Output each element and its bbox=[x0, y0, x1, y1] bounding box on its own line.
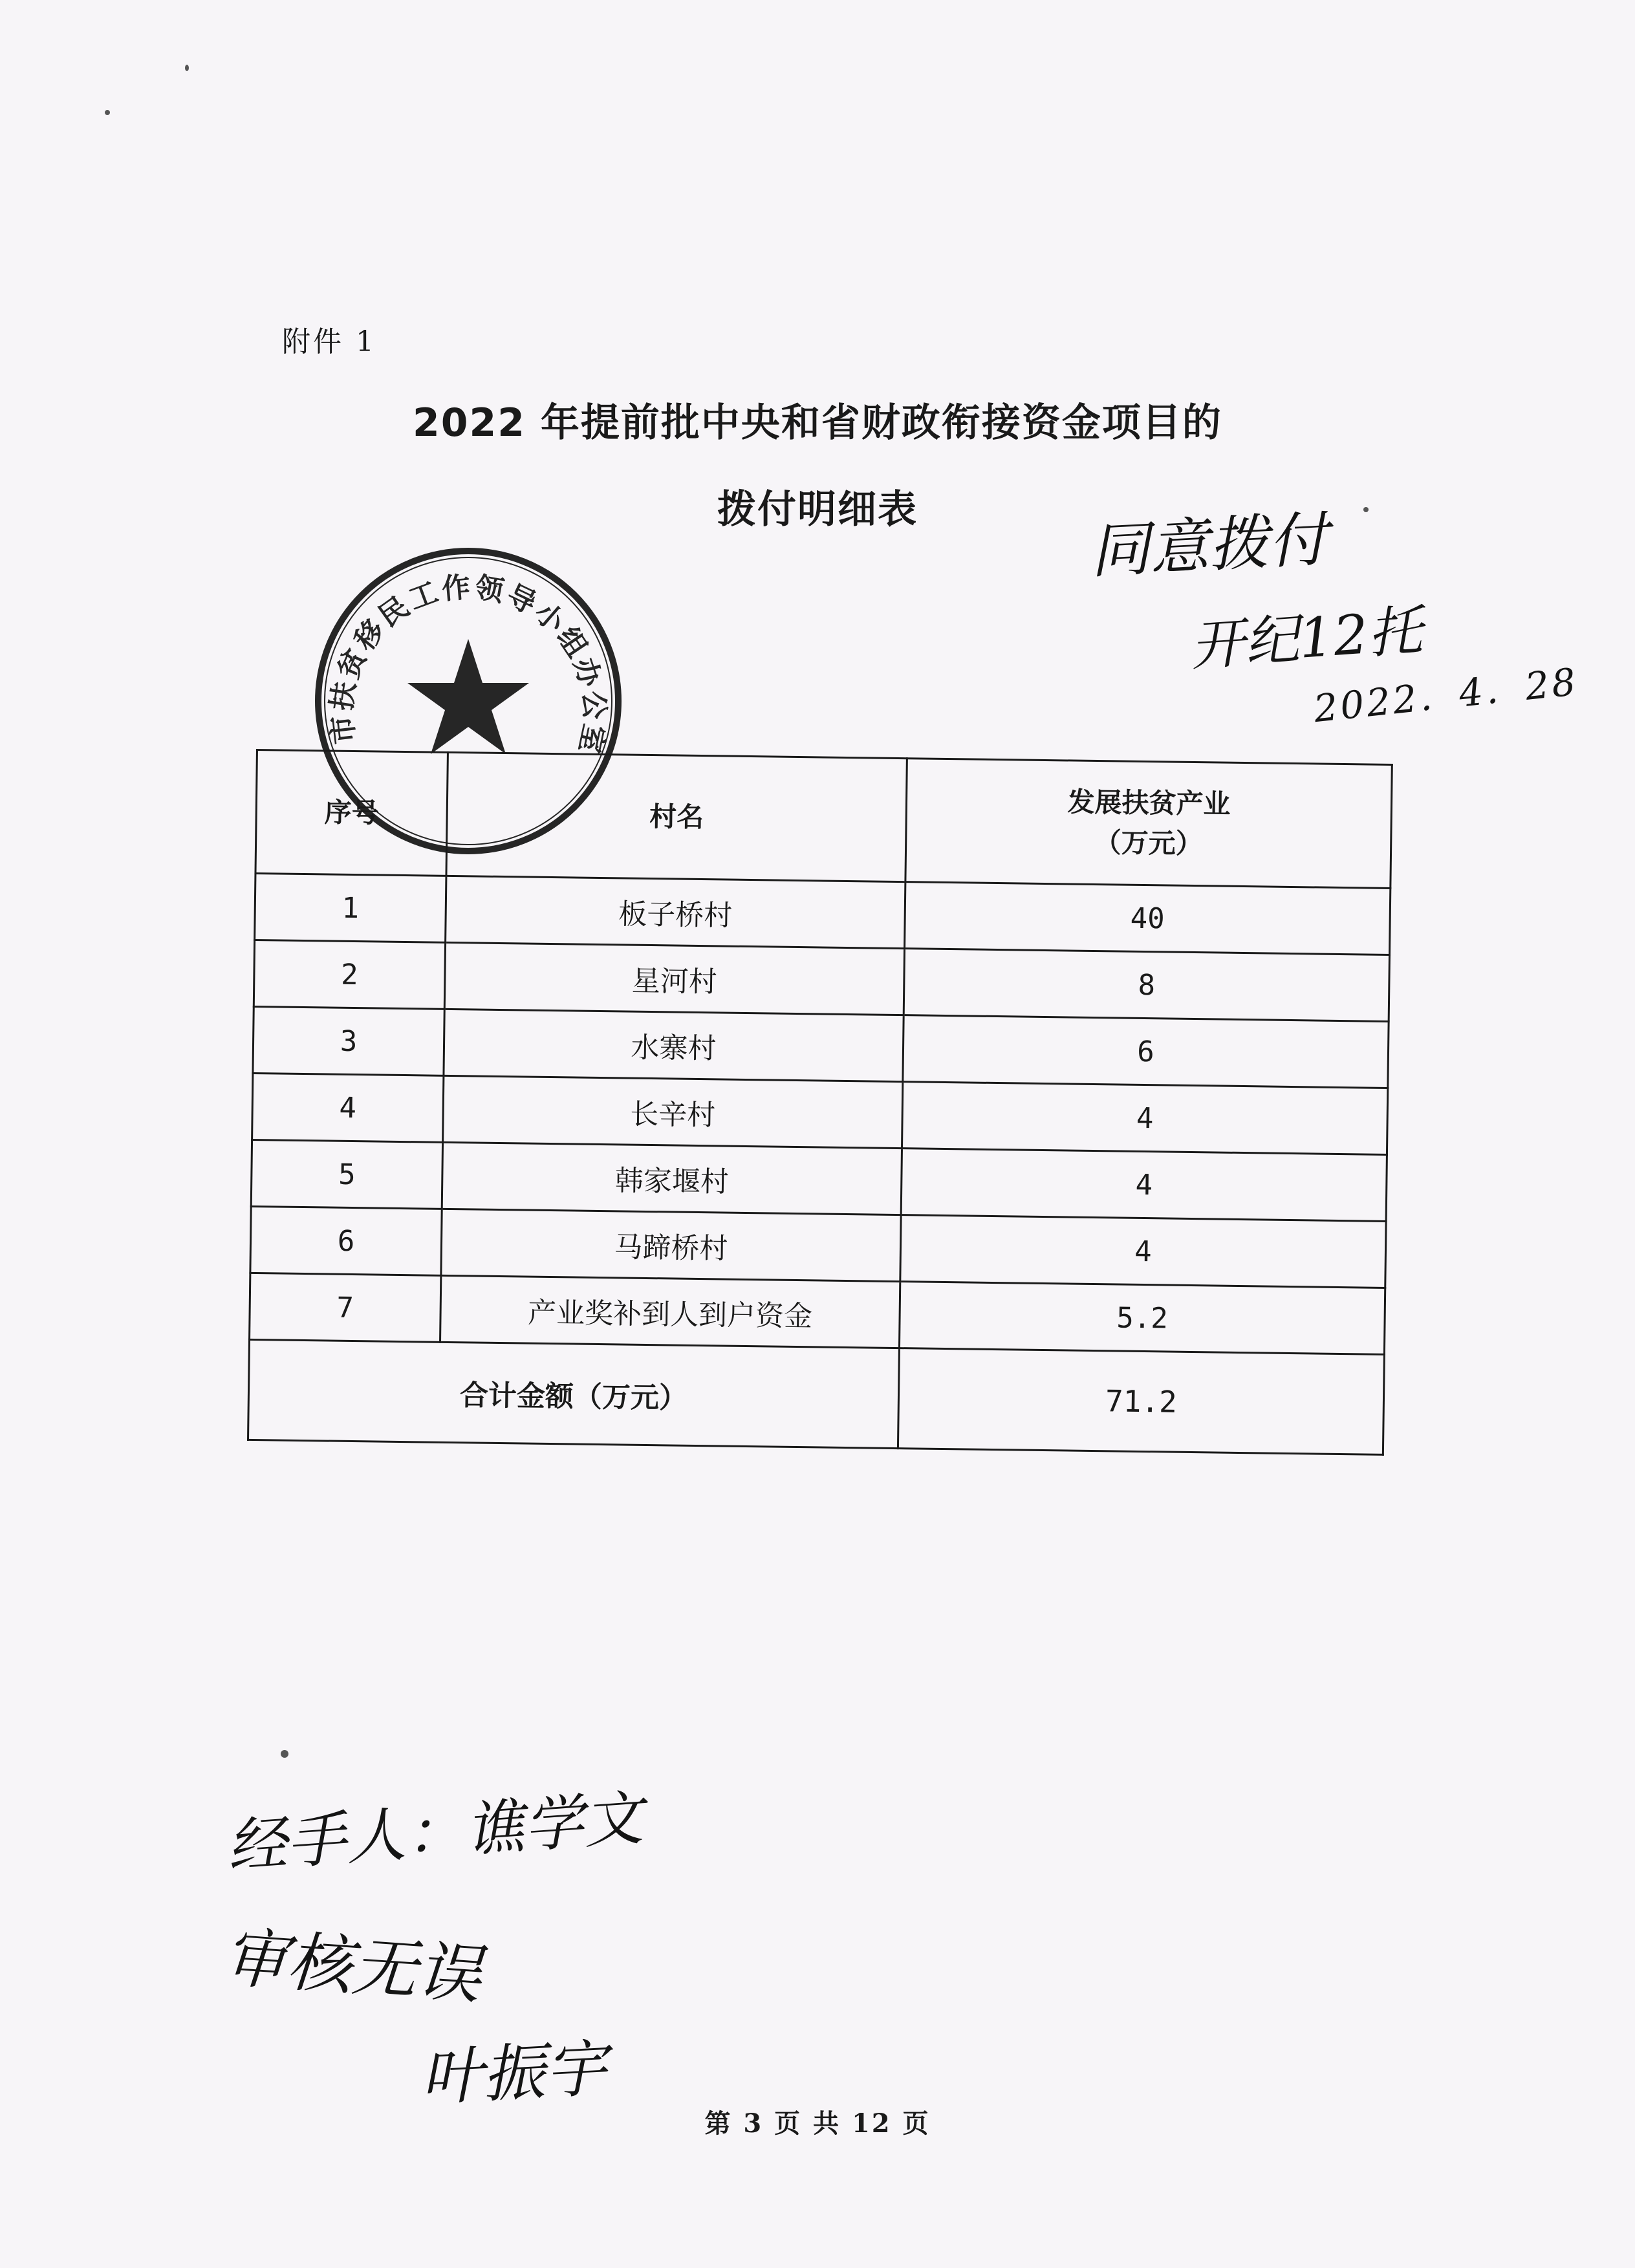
table-total-row bbox=[248, 1339, 1385, 1454]
row-seq: 2 bbox=[254, 940, 445, 1009]
row-village: 马蹄桥村 bbox=[441, 1209, 901, 1281]
row-amount: 4 bbox=[902, 1082, 1388, 1155]
document-title-line-1: 2022 年提前批中央和省财政衔接资金项目的 bbox=[413, 400, 1222, 446]
total-value: 71.2 bbox=[898, 1348, 1384, 1455]
row-seq: 3 bbox=[253, 1006, 444, 1075]
row-amount: 8 bbox=[904, 949, 1389, 1022]
seal-text: 市扶贫移民工作领导小组办公室 bbox=[325, 570, 612, 759]
row-seq: 1 bbox=[255, 874, 446, 943]
row-village: 产业奖补到人到户资金 bbox=[440, 1275, 900, 1348]
row-amount: 5.2 bbox=[899, 1282, 1385, 1355]
scan-speck bbox=[1363, 507, 1369, 512]
table-header-row bbox=[255, 750, 1392, 889]
row-village: 韩家堰村 bbox=[442, 1142, 902, 1215]
row-amount: 4 bbox=[901, 1149, 1387, 1222]
row-seq: 6 bbox=[250, 1206, 442, 1275]
row-seq: 5 bbox=[251, 1139, 442, 1209]
document-title-line-2: 拨付明细表 bbox=[717, 487, 918, 532]
seal-star-icon bbox=[407, 639, 529, 754]
row-village: 长辛村 bbox=[443, 1075, 903, 1148]
row-amount: 4 bbox=[900, 1215, 1386, 1288]
scan-speck bbox=[281, 1750, 288, 1758]
allocation-table bbox=[247, 749, 1393, 1456]
row-seq: 7 bbox=[250, 1273, 441, 1342]
approval-note: 同意拨付 bbox=[1088, 504, 1330, 587]
scan-speck bbox=[185, 65, 189, 71]
header-seq: 序号 bbox=[255, 750, 448, 876]
review-note: 审核无误 bbox=[220, 1919, 484, 2013]
row-village: 星河村 bbox=[444, 942, 904, 1015]
header-village: 村名 bbox=[446, 752, 907, 881]
approver-signature: 开纪12托 bbox=[1188, 598, 1425, 678]
allocation-table-wrapper bbox=[247, 749, 1393, 1456]
header-amount bbox=[905, 759, 1392, 889]
scan-speck bbox=[105, 110, 110, 115]
handler-signature: 经手人：谯学文 bbox=[224, 1783, 645, 1882]
header-amount-title: 发展扶贫产业 bbox=[1067, 786, 1231, 820]
row-village: 板子桥村 bbox=[446, 876, 905, 948]
row-amount: 40 bbox=[905, 882, 1391, 955]
row-village: 水寨村 bbox=[444, 1009, 904, 1081]
page-number: 第 3 页 共 12 页 bbox=[704, 2108, 931, 2139]
row-seq: 4 bbox=[252, 1073, 444, 1142]
approval-date: 2022．4．28 bbox=[1312, 659, 1581, 731]
header-amount-unit: （万元） bbox=[1094, 826, 1204, 860]
attachment-label: 附件 1 bbox=[282, 325, 376, 358]
row-amount: 6 bbox=[903, 1015, 1389, 1088]
reviewer-signature: 叶振宇 bbox=[418, 2032, 609, 2115]
total-label: 合计金额（万元） bbox=[248, 1339, 900, 1448]
